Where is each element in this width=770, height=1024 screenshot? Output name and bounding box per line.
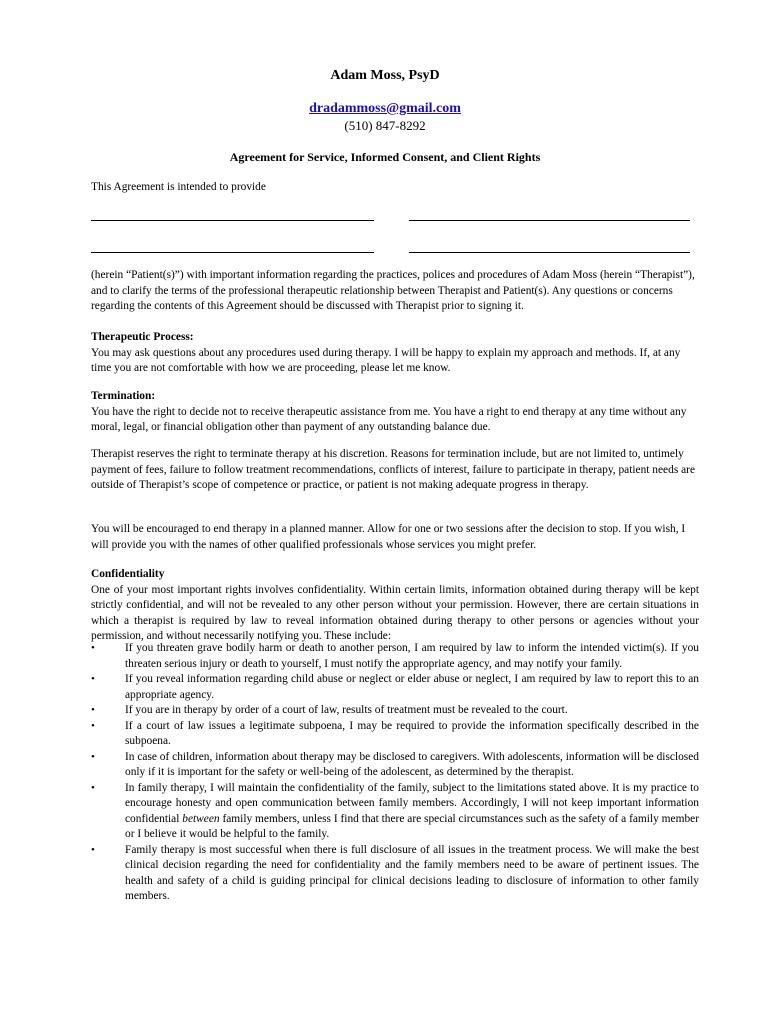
confidentiality-exceptions-list bbox=[91, 641, 699, 905]
phone-number: (510) 847-8292 bbox=[344, 118, 426, 133]
confidentiality-intro: One of your most important rights involves confidentiality. Within certain limits, information obtained during therapy will be kept strictly confidential, and will not be revealed to any other person without your permission. However, there are certain situations in which a therapist is required by law to reveal information obtained during therapy to other persons or agencies without your permission, and without necessarily notifying you. These include: bbox=[91, 583, 699, 642]
agreement-title: Agreement for Service, Informed Consent, and Client Rights bbox=[229, 150, 541, 164]
therapeutic-process-heading: Therapeutic Process: bbox=[91, 331, 194, 343]
termination-paragraph-1: You have the right to decide not to receive therapeutic assistance from me. You have a right to end therapy at any time without any moral, legal, or financial obligation other than payment of any outstanding balance due. bbox=[91, 405, 687, 433]
termination-section bbox=[91, 389, 699, 436]
termination-paragraph-3: You will be encouraged to end therapy in a planned manner. Allow for one or two sessions after the decision to stop. If you wish, I will provide you with the names of other qualified professionals whose services you might prefer. bbox=[91, 523, 686, 551]
blank-line-4 bbox=[409, 252, 690, 253]
list-item: • If you reveal information regarding child abuse or neglect or elder abuse or neglect, I am required by law to report this to an appropriate agency. bbox=[91, 672, 699, 703]
therapeutic-process-text: You may ask questions about any procedures used during therapy. I will be happy to explain my approach and methods. If, at any time you are not comfortable with how we are proceeding, please let me know. bbox=[91, 346, 681, 374]
patient-paragraph: (herein “Patient(s)”) with important information regarding the practices, polices and procedures of Adam Moss (herein “Therapist”), and to clarify the terms of the professional therapeutic relationship between Therapist and Patient(s). Any questions or concerns regarding the contents of this Agreement should be discussed with Therapist prior to signing it. bbox=[91, 269, 695, 312]
email-link[interactable]: dradammoss@gmail.com bbox=[309, 101, 461, 116]
blank-line-1 bbox=[91, 220, 374, 221]
termination-paragraph-2: Therapist reserves the right to terminate therapy at his discretion. Reasons for termination include, but are not limited to, untimely payment of fees, failure to follow treatment recommendations, conflicts of interest, failure to participate in therapy, patient needs are outside of Therapist’s scope of competence or practice, or patient is not making adequate progress in therapy. bbox=[91, 448, 695, 491]
list-item: • Family therapy is most successful when there is full disclosure of all issues in the treatment process. We will make the best clinical decision regarding the need for confidentiality and the family members need to be aware of pertinent issues. The health and safety of a child is guiding principal for clinical decisions leading to disclosure of information to other family members. bbox=[91, 843, 699, 905]
therapist-name: Adam Moss, PsyD bbox=[330, 68, 440, 83]
family-text-before: In family therapy, I will maintain the confidentiality of the family, subject to the limitations stated above. It is my practice to encourage honesty and open communication between family members. Accordingly, I will not keep important information confidential bbox=[125, 781, 699, 825]
confidentiality-section bbox=[91, 567, 699, 645]
blank-line-3 bbox=[91, 252, 374, 253]
termination-heading: Termination: bbox=[91, 390, 156, 402]
list-item: • If you threaten grave bodily harm or death to another person, I am required by law to inform the intended victim(s). If you threaten serious injury or death to yourself, I must notify the appropriate agency, and may notify your family. bbox=[91, 641, 699, 672]
intro-lead: This Agreement is intended to provide bbox=[91, 181, 266, 193]
list-item-family-therapy bbox=[91, 781, 699, 843]
list-item: • If you are in therapy by order of a court of law, results of treatment must be revealed to the court. bbox=[91, 703, 699, 719]
list-item: • If a court of law issues a legitimate subpoena, I may be required to provide the information specifically described in the subpoena. bbox=[91, 719, 699, 750]
confidentiality-heading: Confidentiality bbox=[91, 568, 165, 580]
family-text-emphasis: between bbox=[182, 812, 220, 825]
family-text-after: family members, unless I find that there are special circumstances such as the safety of a family member or I believe it would be helpful to the family. bbox=[125, 812, 699, 840]
therapeutic-process-section bbox=[91, 330, 699, 377]
list-item: • In case of children, information about therapy may be disclosed to caregivers. With adolescents, information will be disclosed only if it is important for the safety or well-being of the adolescent, as determined by the therapist. bbox=[91, 750, 699, 781]
blank-line-2 bbox=[409, 220, 690, 221]
